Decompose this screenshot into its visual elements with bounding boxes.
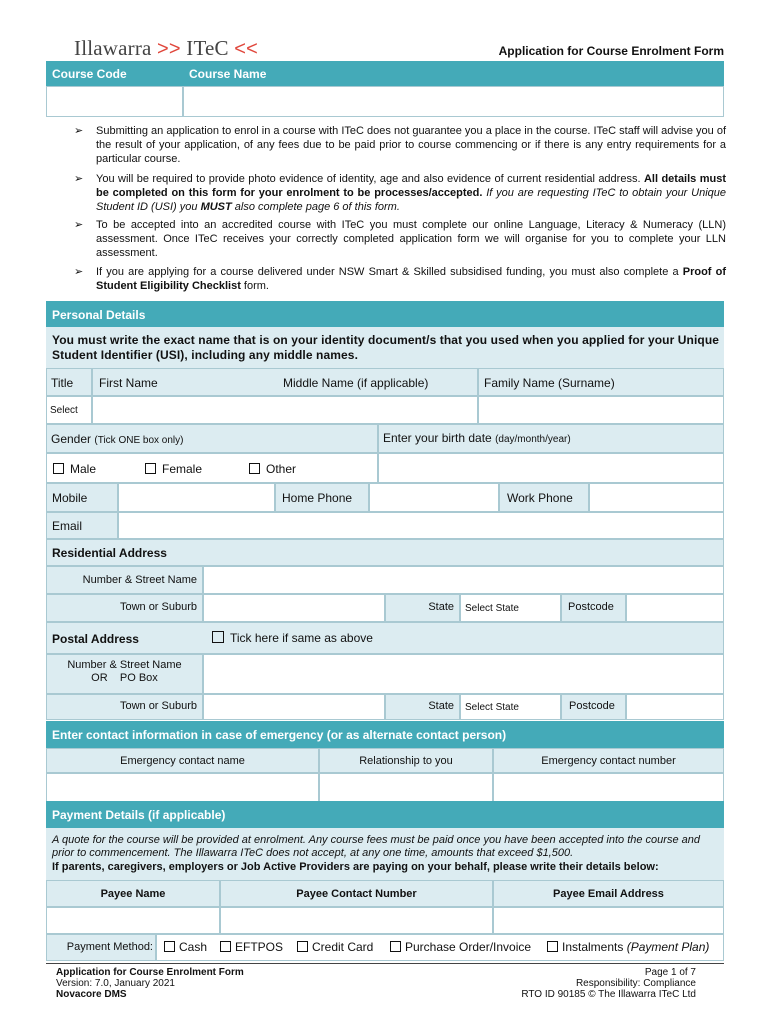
bullet-text-part: You will be required to provide photo evidence of identity, age and also evidence of current residential address. bbox=[96, 173, 641, 185]
postal-heading: Postal Address bbox=[52, 632, 139, 646]
male-label: Male bbox=[70, 462, 97, 476]
footer-dms: Novacore DMS bbox=[56, 989, 127, 1000]
work-phone-label: Work Phone bbox=[507, 491, 573, 505]
res-postcode-field[interactable] bbox=[626, 594, 724, 622]
checkbox-icon[interactable] bbox=[53, 463, 64, 474]
payment-eftpos-option[interactable] bbox=[220, 940, 283, 954]
post-state-select-value: Select State bbox=[465, 702, 519, 713]
gender-other-option[interactable] bbox=[249, 462, 296, 476]
post-street-label-line1: Number & Street Name bbox=[67, 659, 182, 671]
usi-instruction: You must write the exact name that is on your identity document/s that you used when you applied for your Unique Student Identifier (USI), including any middle names. bbox=[52, 333, 720, 362]
po-label: Purchase Order/Invoice bbox=[405, 940, 532, 954]
em-number-label: Emergency contact number bbox=[541, 755, 676, 767]
bullet-text bbox=[96, 172, 726, 214]
res-street-field[interactable] bbox=[203, 566, 724, 594]
footer-doc-title: Application for Course Enrolment Form bbox=[56, 967, 244, 978]
gender-female-option[interactable] bbox=[145, 462, 202, 476]
payment-credit-option[interactable] bbox=[297, 940, 373, 954]
course-name-field[interactable] bbox=[183, 86, 724, 117]
em-number-field[interactable] bbox=[493, 773, 724, 802]
mobile-field[interactable] bbox=[118, 483, 275, 512]
payment-po-option[interactable] bbox=[390, 940, 531, 954]
logo-chevrons-left: >> bbox=[157, 38, 181, 60]
work-phone-field[interactable] bbox=[589, 483, 724, 512]
first-middle-name-field[interactable] bbox=[92, 396, 478, 424]
first-name-label: First Name bbox=[99, 376, 158, 390]
footer-right bbox=[521, 967, 696, 1000]
footer-page: Page 1 of 7 bbox=[644, 967, 696, 978]
mobile-label: Mobile bbox=[52, 491, 88, 505]
post-street-label bbox=[46, 659, 203, 685]
home-phone-label: Home Phone bbox=[282, 491, 353, 505]
list-item bbox=[74, 172, 726, 214]
cash-label: Cash bbox=[179, 940, 208, 954]
payment-method-label: Payment Method: bbox=[66, 941, 153, 953]
post-town-field[interactable] bbox=[203, 694, 385, 720]
footer-rto: RTO ID 90185 © The Illawarra ITeC Ltd bbox=[521, 989, 696, 1000]
eftpos-label: EFTPOS bbox=[235, 940, 284, 954]
title-select[interactable] bbox=[46, 396, 92, 424]
em-name-field[interactable] bbox=[46, 773, 319, 802]
bullet-text-italic: also complete page 6 of this form. bbox=[234, 201, 400, 213]
payee-name-field[interactable] bbox=[46, 907, 220, 934]
bullet-text-bold: Proof of Student Eligibility Checklist bbox=[96, 266, 726, 292]
checkbox-icon[interactable] bbox=[249, 463, 260, 474]
em-relationship-field[interactable] bbox=[319, 773, 493, 802]
course-code-field[interactable] bbox=[46, 86, 183, 117]
bullet-arrow-icon: ➢ bbox=[74, 125, 84, 137]
checkbox-icon[interactable] bbox=[390, 941, 401, 952]
course-code-label: Course Code bbox=[52, 67, 127, 81]
payment-instalments-option[interactable] bbox=[547, 940, 709, 954]
checkbox-icon[interactable] bbox=[547, 941, 558, 952]
payment-plan-label: (Payment Plan) bbox=[626, 940, 710, 954]
birth-hint: (day/month/year) bbox=[495, 434, 571, 445]
payee-email-field[interactable] bbox=[493, 907, 724, 934]
bullet-arrow-icon: ➢ bbox=[74, 266, 84, 278]
res-town-field[interactable] bbox=[203, 594, 385, 622]
birth-label-text: Enter your birth date bbox=[383, 431, 492, 445]
middle-name-label: Middle Name (if applicable) bbox=[283, 376, 429, 390]
res-town-label: Town or Suburb bbox=[119, 601, 197, 613]
logo bbox=[74, 36, 258, 61]
res-state-select-value: Select State bbox=[465, 603, 519, 614]
payment-cash-option[interactable] bbox=[164, 940, 207, 954]
instalments-label: Instalments bbox=[562, 940, 624, 954]
em-name-label: Emergency contact name bbox=[120, 755, 245, 767]
post-street-field[interactable] bbox=[203, 654, 724, 694]
section-title: Payment Details (if applicable) bbox=[52, 808, 226, 822]
checkbox-icon[interactable] bbox=[164, 941, 175, 952]
post-state-select[interactable] bbox=[460, 694, 561, 720]
same-as-above-label: Tick here if same as above bbox=[230, 631, 373, 645]
bullet-text-bold: All details must be completed on this form for your enrolment to be processes/accepted. bbox=[96, 173, 727, 199]
gender-male-option[interactable] bbox=[53, 462, 96, 476]
post-postcode-label: Postcode bbox=[569, 700, 615, 712]
res-state-select[interactable] bbox=[460, 594, 561, 622]
bullet-arrow-icon: ➢ bbox=[74, 173, 84, 185]
post-postcode-field[interactable] bbox=[626, 694, 724, 720]
checkbox-icon[interactable] bbox=[297, 941, 308, 952]
payment-note: A quote for the course will be provided at enrolment. Any course fees must be paid once you have been accepted into the course and prior to commencement. The Illawarra ITeC does not accept, at any one time, amounts that exceed $1,500. bbox=[52, 834, 700, 859]
footer-divider bbox=[46, 963, 724, 964]
list-item bbox=[74, 124, 726, 166]
payment-payee-note: If parents, caregivers, employers or Job Active Providers are paying on your behalf, please write their details below: bbox=[52, 861, 659, 873]
list-item bbox=[74, 265, 726, 293]
credit-label: Credit Card bbox=[312, 940, 374, 954]
bullet-text: Submitting an application to enrol in a course with ITeC does not guarantee you a place in the course. ITeC staff will advise you of the result of your application, of any fees due to be paid prior to course commencing or if there is any entry requirements for a particular course. bbox=[96, 125, 726, 165]
payee-contact-label: Payee Contact Number bbox=[296, 888, 417, 900]
post-state-label: State bbox=[428, 700, 454, 712]
family-name-label: Family Name (Surname) bbox=[484, 376, 615, 390]
list-item bbox=[74, 218, 726, 260]
personal-details-header bbox=[46, 301, 724, 327]
logo-chevrons-right: << bbox=[234, 38, 258, 60]
res-postcode-label: Postcode bbox=[568, 601, 614, 613]
gender-label-text: Gender bbox=[51, 432, 92, 446]
other-label: Other bbox=[266, 462, 297, 476]
email-field[interactable] bbox=[118, 512, 724, 539]
checkbox-icon[interactable] bbox=[220, 941, 231, 952]
title-select-value: Select bbox=[50, 405, 78, 416]
res-street-label: Number & Street Name bbox=[82, 574, 197, 586]
footer-left bbox=[56, 967, 244, 1000]
payee-email-label: Payee Email Address bbox=[553, 888, 664, 900]
payee-name-label: Payee Name bbox=[100, 888, 166, 900]
post-town-label: Town or Suburb bbox=[119, 700, 197, 712]
birth-date-field[interactable] bbox=[378, 453, 724, 483]
logo-itec: ITeC bbox=[186, 36, 229, 60]
bullet-text-italic: If you are requesting ITeC to obtain your Unique Student ID (USI) you bbox=[96, 187, 727, 213]
postal-heading-cell bbox=[46, 622, 724, 654]
female-label: Female bbox=[162, 462, 203, 476]
checkbox-icon[interactable] bbox=[212, 631, 224, 643]
same-as-above-option[interactable] bbox=[212, 631, 373, 645]
course-name-label: Course Name bbox=[189, 67, 267, 81]
bullet-text-part: form. bbox=[243, 280, 269, 292]
res-state-label: State bbox=[428, 601, 454, 613]
section-title: Enter contact information in case of emergency (or as alternate contact person) bbox=[52, 728, 507, 742]
email-label: Email bbox=[52, 519, 83, 533]
title-label: Title bbox=[51, 376, 74, 390]
home-phone-field[interactable] bbox=[369, 483, 499, 512]
form-title: Application for Course Enrolment Form bbox=[498, 44, 724, 58]
logo-name: Illawarra bbox=[74, 36, 152, 60]
checkbox-icon[interactable] bbox=[145, 463, 156, 474]
gender-hint: (Tick ONE box only) bbox=[94, 435, 184, 446]
birth-label bbox=[383, 431, 571, 445]
footer-responsibility: Responsibility: Compliance bbox=[575, 978, 696, 989]
bullet-text: To be accepted into an accredited course with ITeC you must complete our online Language, Literacy & Numeracy (LLN) assessment. Once ITeC receives your correctly completed application form we will organise for you to complete your LLN assessment. bbox=[96, 219, 726, 259]
section-title: Personal Details bbox=[52, 308, 146, 322]
course-header-bar bbox=[46, 61, 724, 86]
post-street-label-line2: OR PO Box bbox=[91, 672, 158, 684]
bullet-text-must: MUST bbox=[200, 201, 232, 213]
residential-heading: Residential Address bbox=[52, 546, 167, 560]
em-relationship-label: Relationship to you bbox=[359, 755, 453, 767]
family-name-field[interactable] bbox=[478, 396, 724, 424]
bullet-arrow-icon: ➢ bbox=[74, 219, 84, 231]
payee-contact-field[interactable] bbox=[220, 907, 493, 934]
bullet-text-part: If you are applying for a course delivered under NSW Smart & Skilled subsidised funding, you must also complete a bbox=[96, 266, 679, 278]
footer-version: Version: 7.0, January 2021 bbox=[56, 978, 175, 989]
bullet-text bbox=[96, 265, 726, 293]
gender-label bbox=[51, 432, 183, 446]
